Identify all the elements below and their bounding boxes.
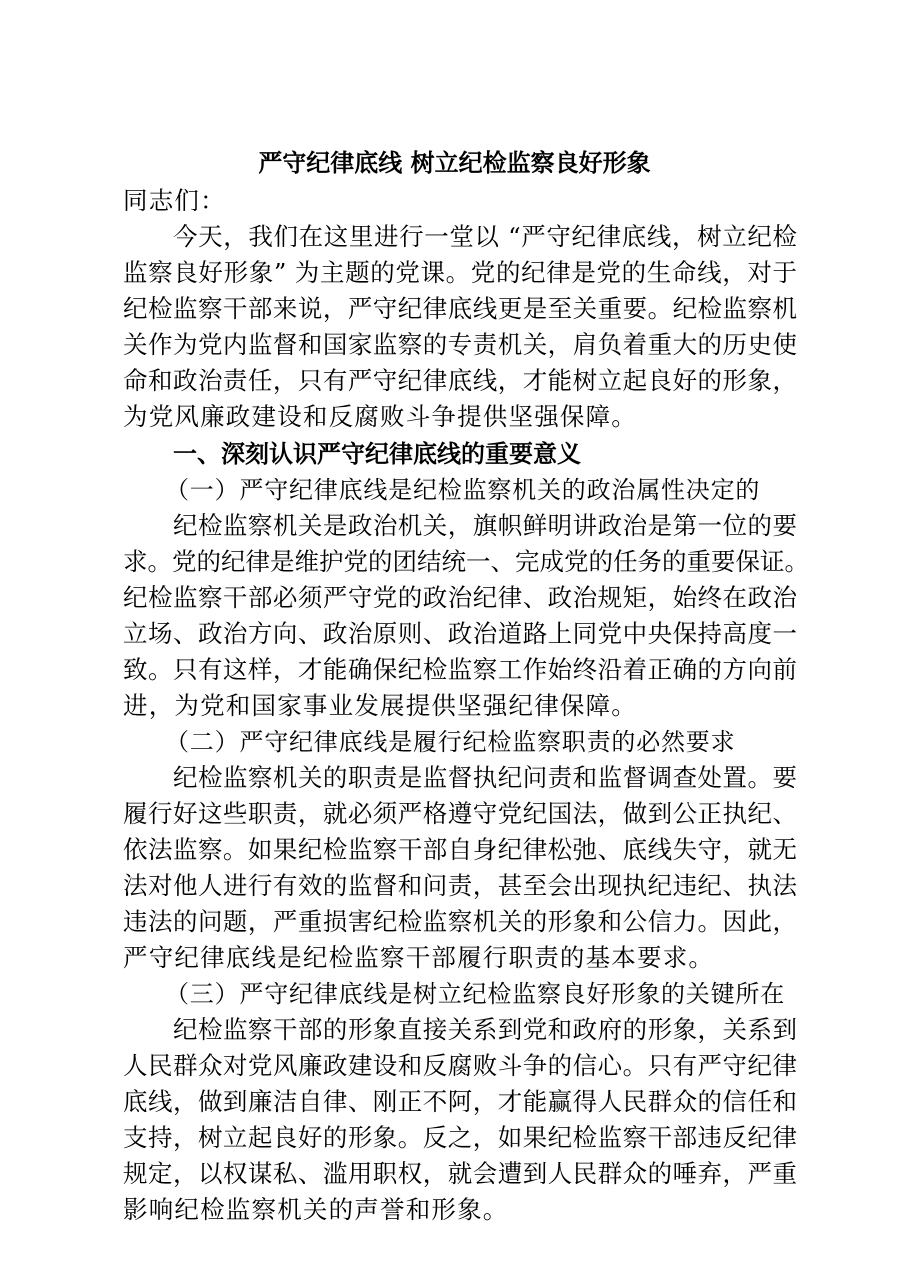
- paragraph-line: 关作为党内监督和国家监察的专责机关，肩负着重大的历史使: [123, 330, 797, 359]
- salutation: 同志们：: [123, 186, 226, 215]
- paragraph-line: 人民群众对党风廉政建设和反腐败斗争的信心。只有严守纪律: [123, 1051, 797, 1080]
- paragraph-line: 规定，以权谋私、滥用职权，就会遭到人民群众的唾弃，严重: [123, 1159, 797, 1188]
- paragraph-line: 纪检监察干部必须严守党的政治纪律、政治规矩，始终在政治: [123, 583, 797, 612]
- paragraph-line: 纪检监察机关是政治机关，旗帜鲜明讲政治是第一位的要: [173, 511, 797, 540]
- paragraph-line: 依法监察。如果纪检监察干部自身纪律松弛、底线失守，就无: [123, 835, 797, 864]
- paragraph-line: 支持，树立起良好的形象。反之，如果纪检监察干部违反纪律: [123, 1123, 797, 1152]
- paragraph-line: 立场、政治方向、政治原则、政治道路上同党中央保持高度一: [123, 619, 797, 648]
- paragraph-line: 致。只有这样，才能确保纪检监察工作始终沿着正确的方向前: [123, 655, 797, 684]
- subsection-heading: （二）严守纪律底线是履行纪检监察职责的必然要求: [165, 728, 736, 756]
- paragraph-line: 底线，做到廉洁自律、刚正不阿，才能赢得人民群众的信任和: [123, 1087, 797, 1116]
- paragraph-line: 纪检监察干部的形象直接关系到党和政府的形象，关系到: [173, 1015, 797, 1044]
- paragraph-line: 进，为党和国家事业发展提供坚强纪律保障。: [123, 691, 637, 720]
- paragraph-line: 为党风廉政建设和反腐败斗争提供坚强保障。: [123, 402, 637, 431]
- paragraph-line: 严守纪律底线是纪检监察干部履行职责的基本要求。: [123, 943, 715, 972]
- paragraph-line: 违法的问题，严重损害纪检监察机关的形象和公信力。因此，: [123, 907, 797, 936]
- paragraph-line: 纪检监察干部来说，严守纪律底线更是至关重要。纪检监察机: [123, 294, 797, 323]
- paragraph-line: 法对他人进行有效的监督和问责，甚至会出现执纪违纪、执法: [123, 871, 797, 900]
- paragraph-line: 今天，我们在这里进行一堂以 “严守纪律底线，树立纪检: [173, 222, 797, 251]
- subsection-heading: （一）严守纪律底线是纪检监察机关的政治属性决定的: [165, 476, 761, 504]
- paragraph-line: 命和政治责任，只有严守纪律底线，才能树立起良好的形象，: [123, 366, 797, 395]
- paragraph-line: 求。党的纪律是维护党的团结统一、完成党的任务的重要保证。: [123, 547, 809, 576]
- paragraph-line: 影响纪检监察机关的声誉和形象。: [123, 1195, 509, 1224]
- paragraph-line: 纪检监察机关的职责是监督执纪问责和监督调查处置。要: [173, 763, 797, 792]
- document-title: 严守纪律底线 树立纪检监察良好形象: [258, 148, 651, 177]
- paragraph-line: 履行好这些职责，就必须严格遵守党纪国法，做到公正执纪、: [123, 799, 797, 828]
- paragraph-line: 监察良好形象” 为主题的党课。党的纪律是党的生命线，对于: [123, 258, 797, 287]
- section-heading: 一、深刻认识严守纪律底线的重要意义: [173, 439, 581, 468]
- subsection-heading: （三）严守纪律底线是树立纪检监察良好形象的关键所在: [165, 980, 785, 1008]
